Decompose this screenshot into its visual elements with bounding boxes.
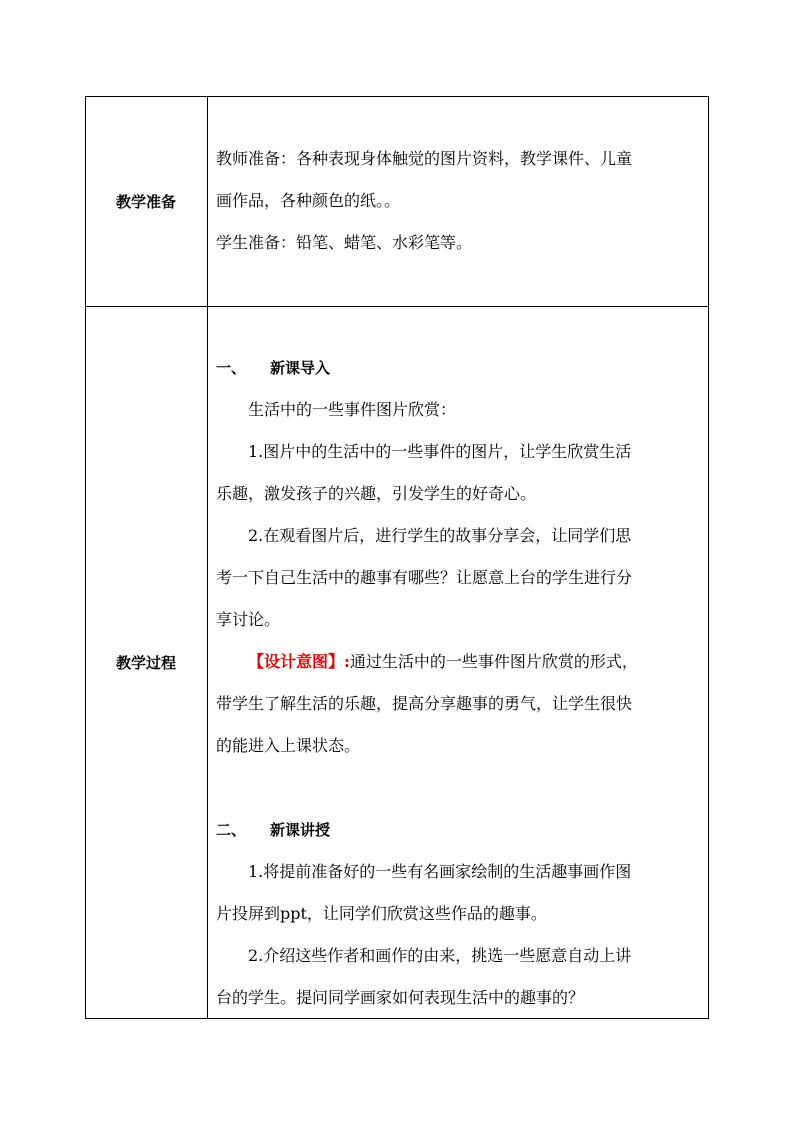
row-divider (85, 306, 709, 307)
paragraph-line: 的能进入上课状态。 (216, 736, 361, 755)
row-label-preparation: 教学准备 (115, 193, 176, 211)
paragraph-line: 台的学生。提问同学画家如何表现生活中的趣事的？ (216, 988, 585, 1007)
design-intent-label: 【设计意图】: (248, 652, 350, 671)
paragraph-line: 享讨论。 (216, 610, 281, 629)
row-label-process: 教学过程 (115, 654, 176, 672)
section-number: 一、 (216, 359, 247, 377)
table-top-border (85, 96, 709, 97)
column-divider (207, 96, 208, 1019)
paragraph-line: 1.图片中的生活中的一些事件的图片，让学生欣赏生活 (248, 442, 632, 461)
section-title: 新课导入 (270, 359, 331, 377)
table-right-border (708, 96, 709, 1019)
section-heading-teaching (216, 809, 702, 851)
blank-line (216, 767, 702, 809)
design-intent-text: 通过生活中的一些事件图片欣赏的形式， (349, 652, 638, 671)
intro-text: 生活中的一些事件图片欣赏： (248, 400, 457, 419)
process-content (216, 347, 702, 1019)
paragraph-line: 乐趣，激发孩子的兴趣，引发学生的好奇心。 (216, 484, 537, 503)
paragraph-line: 带学生了解生活的乐趣，提高分享趣事的勇气，让学生很快 (216, 694, 633, 713)
section-title: 新课讲授 (270, 821, 331, 839)
section-number: 二、 (216, 821, 247, 839)
preparation-content (216, 138, 702, 264)
paragraph-line: 1.将提前准备好的一些有名画家绘制的生活趣事画作图 (248, 862, 632, 881)
paragraph-line: 2.介绍这些作者和画作的由来，挑选一些愿意自动上讲 (248, 946, 632, 965)
paragraph-line: 2.在观看图片后，进行学生的故事分享会，让同学们思 (248, 526, 632, 545)
paragraph-line: 考一下自己生活中的趣事有哪些？让愿意上台的学生进行分 (216, 568, 633, 587)
teacher-prep-line-2: 画作品，各种颜色的纸。。 (216, 191, 401, 210)
student-prep-line: 学生准备：铅笔、蜡笔、水彩笔等。 (216, 233, 473, 252)
teacher-prep-line-1: 教师准备：各种表现身体触觉的图片资料，教学课件、儿童 (216, 149, 633, 168)
paragraph-line: 片投屏到ppt，让同学们欣赏这些作品的趣事。 (216, 904, 547, 923)
table-left-border (85, 96, 86, 1019)
design-intent-line (216, 641, 702, 683)
section-heading-intro (216, 347, 702, 389)
